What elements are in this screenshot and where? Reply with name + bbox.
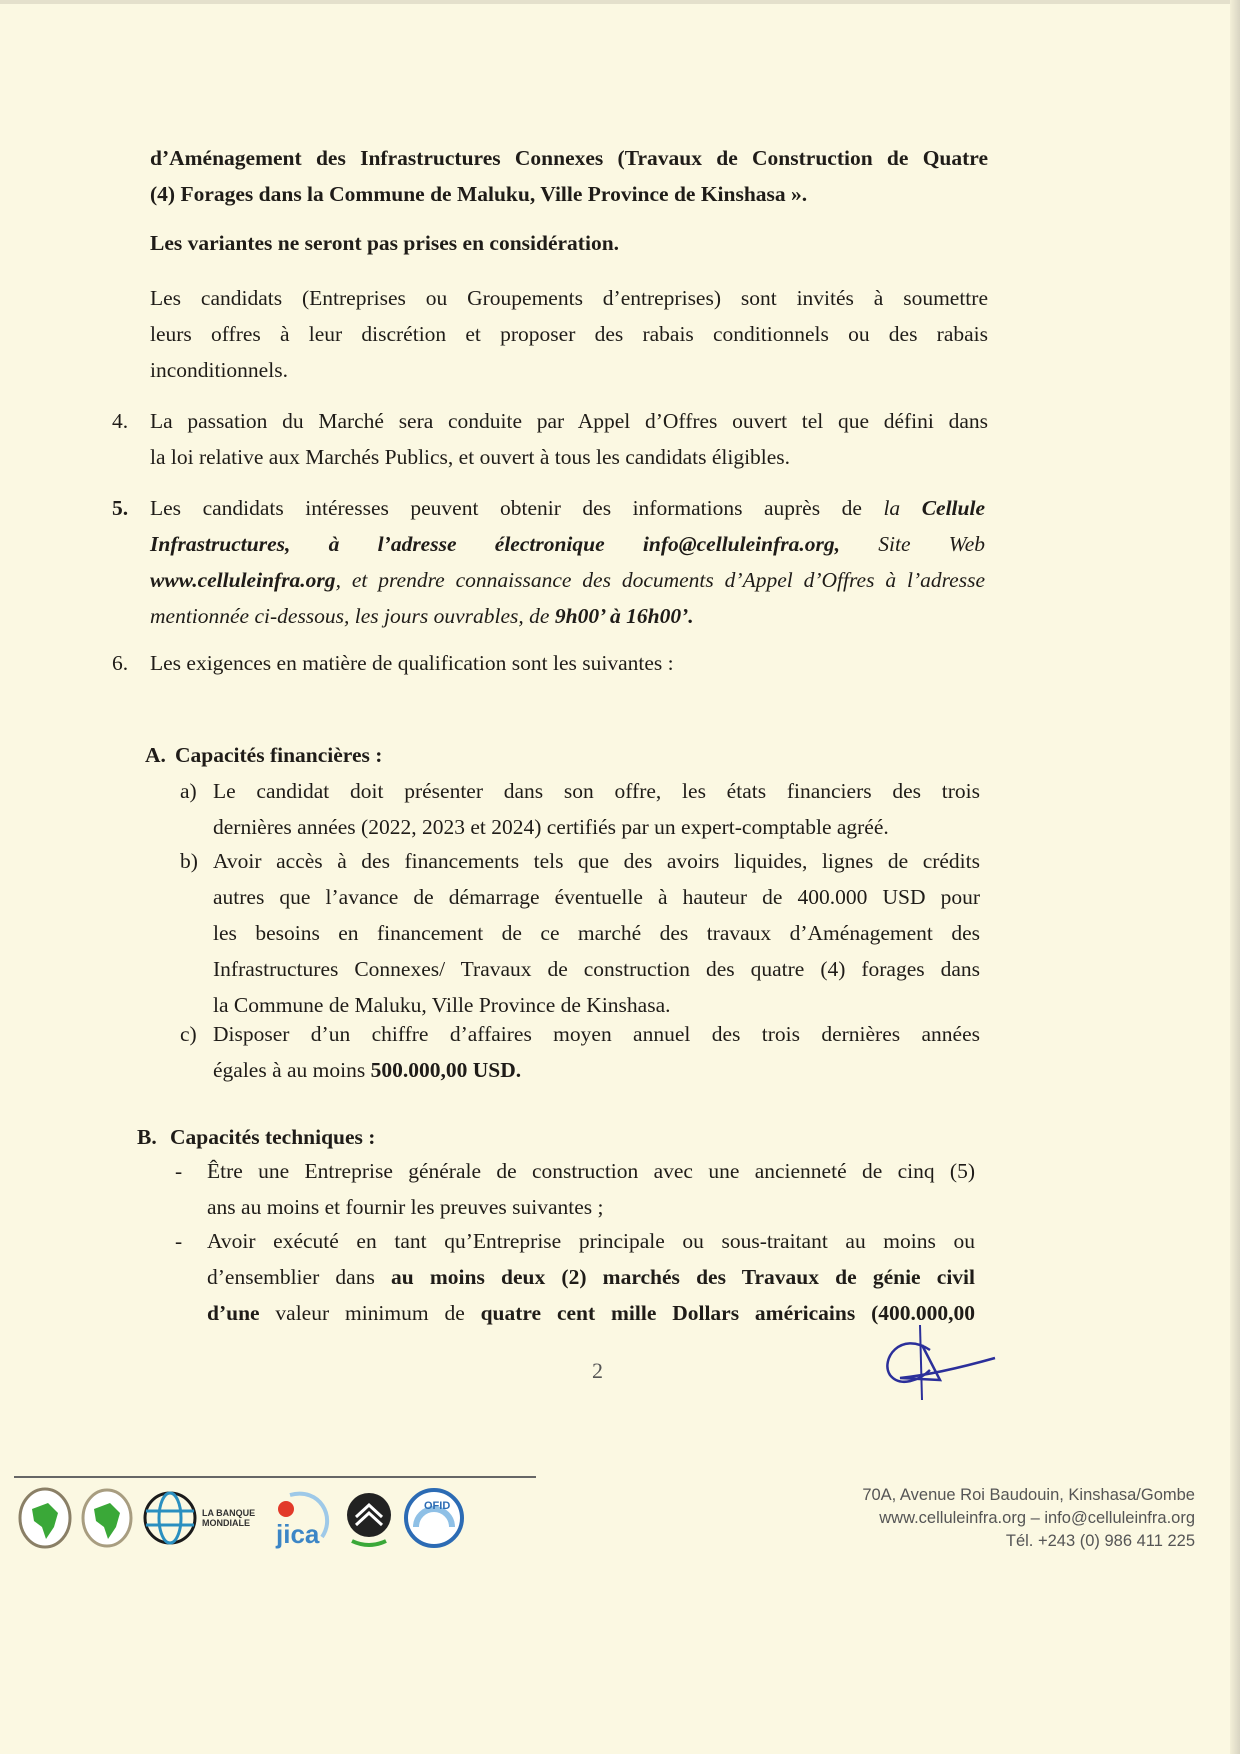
- text-segment: Les exigences en matière de qualification sont les suivantes :: [150, 651, 674, 675]
- paragraph: [207, 1223, 975, 1331]
- text-segment: Avoir exécuté en tant qu’Entreprise principale ou sous-traitant au moins ou: [207, 1229, 975, 1253]
- text-segment: Site Web: [839, 532, 985, 556]
- text-segment: Infrastructures, à l’adresse électronique info@celluleinfra.org,: [150, 532, 840, 556]
- ofid-logo-icon: [402, 1487, 466, 1549]
- text-segment: La passation du Marché sera conduite par Appel d’Offres ouvert tel que défini dans: [150, 409, 988, 433]
- text-segment: 9h00’ à 16h00’.: [554, 604, 694, 628]
- partner-logos: [18, 1485, 466, 1551]
- text-segment: la Commune de Maluku, Ville Province de Kinshasa.: [213, 993, 671, 1017]
- web-email-line[interactable]: www.celluleinfra.org – info@celluleinfra.org: [879, 1509, 1195, 1527]
- text-line: [207, 1295, 975, 1331]
- list-marker: -: [175, 1159, 183, 1183]
- text-segment: dernières années (2022, 2023 et 2024) certifiés par un expert-comptable agréé.: [213, 815, 889, 839]
- paragraph: [150, 645, 988, 681]
- text-segment: quatre cent mille Dollars américains (400.000,00: [480, 1301, 975, 1325]
- list-marker: c): [180, 1022, 197, 1046]
- text-segment: Être une Entreprise générale de construction avec une ancienneté de cinq (5): [207, 1159, 975, 1183]
- text-line: [150, 439, 988, 475]
- text-line: [207, 1189, 975, 1225]
- text-line: [213, 843, 980, 879]
- text-line: [213, 951, 980, 987]
- page-number: 2: [592, 1358, 603, 1383]
- footer-rule: [14, 1476, 536, 1478]
- world-bank-globe-icon: [142, 1487, 198, 1549]
- text-segment: valeur minimum de: [259, 1301, 481, 1325]
- paragraph: [170, 1119, 988, 1155]
- text-line: [150, 526, 985, 562]
- address-line: 70A, Avenue Roi Baudouin, Kinshasa/Gombe: [862, 1486, 1195, 1504]
- text-segment: Capacités techniques :: [170, 1125, 376, 1149]
- text-segment: d’Aménagement des Infrastructures Connexes (Travaux de Construction de Quatre: [150, 146, 988, 170]
- paragraph: [213, 1016, 980, 1088]
- text-line: [207, 1153, 975, 1189]
- text-line: [213, 915, 980, 951]
- paragraph: [213, 773, 980, 845]
- world-bank-label: LA BANQUE MONDIALE: [202, 1508, 256, 1528]
- paragraph: [150, 403, 988, 475]
- text-segment: Cellule: [921, 496, 985, 520]
- text-segment: (4) Forages dans la Commune de Maluku, Ville Province de Kinshasa ».: [150, 182, 808, 206]
- text-line: [150, 280, 988, 316]
- list-marker: 5.: [112, 496, 129, 520]
- text-segment: Capacités financières :: [175, 743, 383, 767]
- text-segment: mentionnée ci-dessous, les jours ouvrables, de: [150, 604, 555, 628]
- jica-logo-icon: [270, 1487, 336, 1549]
- list-marker: b): [180, 849, 198, 873]
- text-segment: la loi relative aux Marchés Publics, et ouvert à tous les candidats éligibles.: [150, 445, 791, 469]
- svg-text:jica: jica: [276, 1519, 320, 1549]
- text-segment: Les variantes ne seront pas prises en considération.: [150, 231, 620, 255]
- list-marker: 4.: [112, 409, 129, 433]
- text-line: [150, 352, 988, 388]
- text-segment: les besoins en financement de ce marché des travaux d’Aménagement des: [213, 921, 980, 945]
- text-line: [213, 773, 980, 809]
- fad-logo-icon: [80, 1487, 134, 1549]
- text-segment: la: [883, 496, 922, 520]
- text-segment: Le candidat doit présenter dans son offre, les états financiers des trois: [213, 779, 980, 803]
- list-marker: a): [180, 779, 197, 803]
- badea-logo-icon: [344, 1485, 394, 1551]
- paragraph: [150, 490, 985, 634]
- text-line: [150, 316, 988, 352]
- text-line: [150, 562, 985, 598]
- phone-line: Tél. +243 (0) 986 411 225: [1005, 1532, 1195, 1550]
- text-line: [150, 403, 988, 439]
- text-line: [175, 737, 988, 773]
- text-line: [150, 490, 985, 526]
- text-segment: autres que l’avance de démarrage éventuelle à hauteur de 400.000 USD pour: [213, 885, 980, 909]
- text-segment: , et prendre connaissance des documents d’Appel d’Offres à l’adresse: [335, 568, 985, 592]
- signature: [870, 1320, 1010, 1410]
- text-segment: 500.000,00 USD.: [370, 1058, 522, 1082]
- text-segment: au moins deux (2) marchés des Travaux de génie civil: [391, 1265, 975, 1289]
- text-segment: ans au moins et fournir les preuves suivantes ;: [207, 1195, 604, 1219]
- text-segment: leurs offres à leur discrétion et proposer des rabais conditionnels ou des rabais: [150, 322, 988, 346]
- text-line: [213, 879, 980, 915]
- text-segment: Disposer d’un chiffre d’affaires moyen annuel des trois dernières années: [213, 1022, 980, 1046]
- text-line: [213, 1052, 980, 1088]
- text-line: [170, 1119, 988, 1155]
- text-segment: Avoir accès à des financements tels que des avoirs liquides, lignes de crédits: [213, 849, 980, 873]
- text-segment: www.celluleinfra.org: [150, 568, 336, 592]
- text-line: [150, 645, 988, 681]
- paragraph: [150, 140, 988, 212]
- text-line: [150, 176, 988, 212]
- text-segment: d’ensemblier dans: [207, 1265, 392, 1289]
- text-segment: égales à au moins: [213, 1058, 371, 1082]
- text-line: [213, 1016, 980, 1052]
- text-segment: Infrastructures Connexes/ Travaux de construction des quatre (4) forages dans: [213, 957, 980, 981]
- text-segment: d’une: [207, 1301, 260, 1325]
- paragraph: [175, 737, 988, 773]
- text-line: [150, 225, 988, 261]
- paragraph: [150, 280, 988, 388]
- text-line: [150, 598, 985, 634]
- footer-address: [862, 1484, 1195, 1553]
- text-line: [213, 809, 980, 845]
- paragraph: [207, 1153, 975, 1225]
- scan-top-edge: [0, 0, 1240, 4]
- svg-text:OFID: OFID: [424, 1500, 451, 1512]
- text-segment: Les candidats intéresses peuvent obtenir des informations auprès de: [150, 496, 884, 520]
- text-segment: Les candidats (Entreprises ou Groupements d’entreprises) sont invités à soumettre: [150, 286, 988, 310]
- list-marker: A.: [145, 743, 166, 767]
- paragraph: [213, 843, 980, 1023]
- paragraph: [150, 225, 988, 261]
- text-segment: inconditionnels.: [150, 358, 288, 382]
- bad-logo-icon: [18, 1487, 72, 1549]
- scan-right-edge: [1230, 0, 1240, 1754]
- list-marker: -: [175, 1229, 183, 1253]
- list-marker: 6.: [112, 651, 129, 675]
- text-line: [150, 140, 988, 176]
- text-line: [207, 1259, 975, 1295]
- text-line: [207, 1223, 975, 1259]
- list-marker: B.: [137, 1125, 157, 1149]
